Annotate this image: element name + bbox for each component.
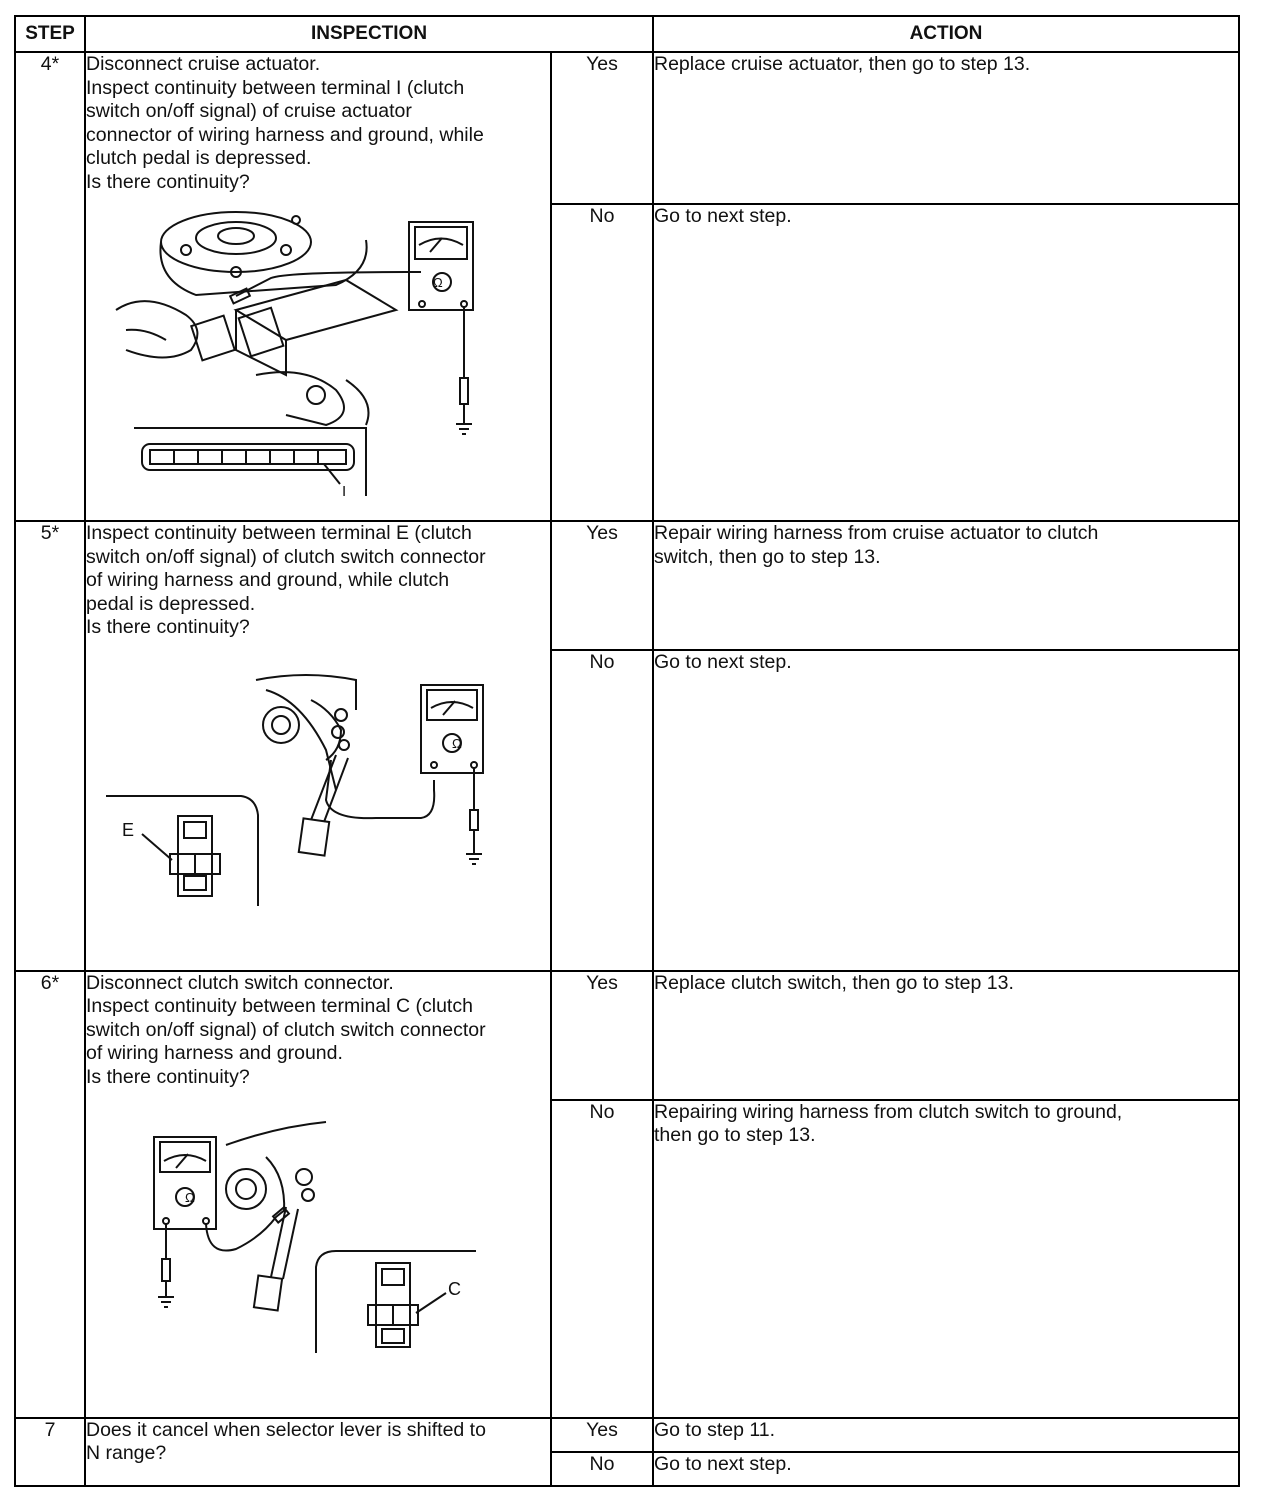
step-row-6-yes (15, 971, 1239, 1100)
action-line: Go to step 11. (654, 1418, 776, 1441)
action-line: Go to next step. (654, 1452, 792, 1475)
step-row-4-yes (15, 52, 1239, 204)
inspection-line: Inspect continuity between terminal C (clutch (86, 995, 473, 1017)
action-no (653, 650, 1239, 970)
inspection-line: Is there continuity? (86, 170, 250, 193)
answer-yes: Yes (551, 971, 653, 1100)
inspection-line: switch on/off signal) of clutch switch connector (86, 545, 486, 568)
inspection-line: Disconnect clutch switch connector. (86, 971, 394, 994)
inspection-line: Is there continuity? (86, 616, 250, 638)
inspection-cell (85, 1418, 551, 1486)
inspection-line: connector of wiring harness and ground, while (86, 123, 484, 146)
answer-yes: Yes (551, 521, 653, 650)
terminal-callout-E: E (122, 819, 135, 840)
answer-yes: Yes (551, 52, 653, 204)
action-line: switch, then go to step 13. (654, 545, 881, 568)
inspection-line: pedal is depressed. (86, 592, 256, 615)
inspection-cell (85, 52, 551, 521)
inspection-line: Is there continuity? (86, 1065, 250, 1088)
action-no (653, 204, 1239, 521)
answer-yes: Yes (551, 1418, 653, 1452)
inspection-cell (85, 971, 551, 1418)
terminal-callout-I: I (342, 483, 347, 500)
action-yes (653, 521, 1239, 650)
header-row (15, 16, 1239, 52)
answer-no: No (551, 650, 653, 970)
header-step: STEP (15, 16, 85, 52)
step-number: 4* (15, 52, 85, 521)
cruise-actuator-continuity-illustration (86, 200, 526, 500)
inspection-line: Inspect continuity between terminal E (clutch (86, 522, 472, 544)
action-yes (653, 52, 1239, 204)
action-line: then go to step 13. (654, 1124, 816, 1146)
answer-no: No (551, 204, 653, 521)
inspection-line: switch on/off signal) of clutch switch connector (86, 1018, 486, 1041)
inspection-line: of wiring harness and ground, while clutch (86, 569, 450, 591)
step-row-7-yes (15, 1418, 1239, 1452)
meter-ohm-symbol: Ω (433, 275, 443, 290)
action-yes (653, 971, 1239, 1100)
clutch-switch-E-continuity-illustration (86, 670, 526, 970)
inspection-line: switch on/off signal) of cruise actuator (86, 100, 412, 122)
step-number: 5* (15, 521, 85, 971)
action-line: Go to next step. (654, 651, 792, 674)
inspection-line: Does it cancel when selector lever is shifted to (86, 1418, 486, 1441)
header-inspection: INSPECTION (85, 16, 653, 52)
action-line: Repair wiring harness from cruise actuator to clutch (654, 522, 1099, 544)
inspection-cell (85, 521, 551, 971)
step-number: 6* (15, 971, 85, 1418)
action-line: Repairing wiring harness from clutch switch to ground, (654, 1100, 1123, 1123)
clutch-switch-C-continuity-illustration (86, 1117, 526, 1387)
action-no (653, 1452, 1239, 1486)
header-action: ACTION (653, 16, 1239, 52)
step-number: 7 (15, 1418, 85, 1486)
inspection-line: Inspect continuity between terminal I (clutch (86, 76, 465, 99)
action-line: Replace clutch switch, then go to step 13. (654, 971, 1014, 994)
action-line: Go to next step. (654, 205, 792, 227)
inspection-line: N range? (86, 1442, 167, 1464)
answer-no: No (551, 1452, 653, 1486)
meter-ohm-symbol: Ω (185, 1190, 195, 1205)
step-row-5-yes (15, 521, 1239, 650)
answer-no: No (551, 1100, 653, 1418)
terminal-callout-C: C (448, 1279, 461, 1299)
action-line: Replace cruise actuator, then go to step 13. (654, 53, 1031, 75)
meter-ohm-symbol: Ω (452, 735, 462, 751)
action-no (653, 1100, 1239, 1418)
inspection-line: of wiring harness and ground. (86, 1042, 343, 1064)
troubleshooting-table (14, 15, 1240, 1487)
action-yes (653, 1418, 1239, 1452)
inspection-line: Disconnect cruise actuator. (86, 53, 321, 75)
inspection-line: clutch pedal is depressed. (86, 147, 312, 169)
